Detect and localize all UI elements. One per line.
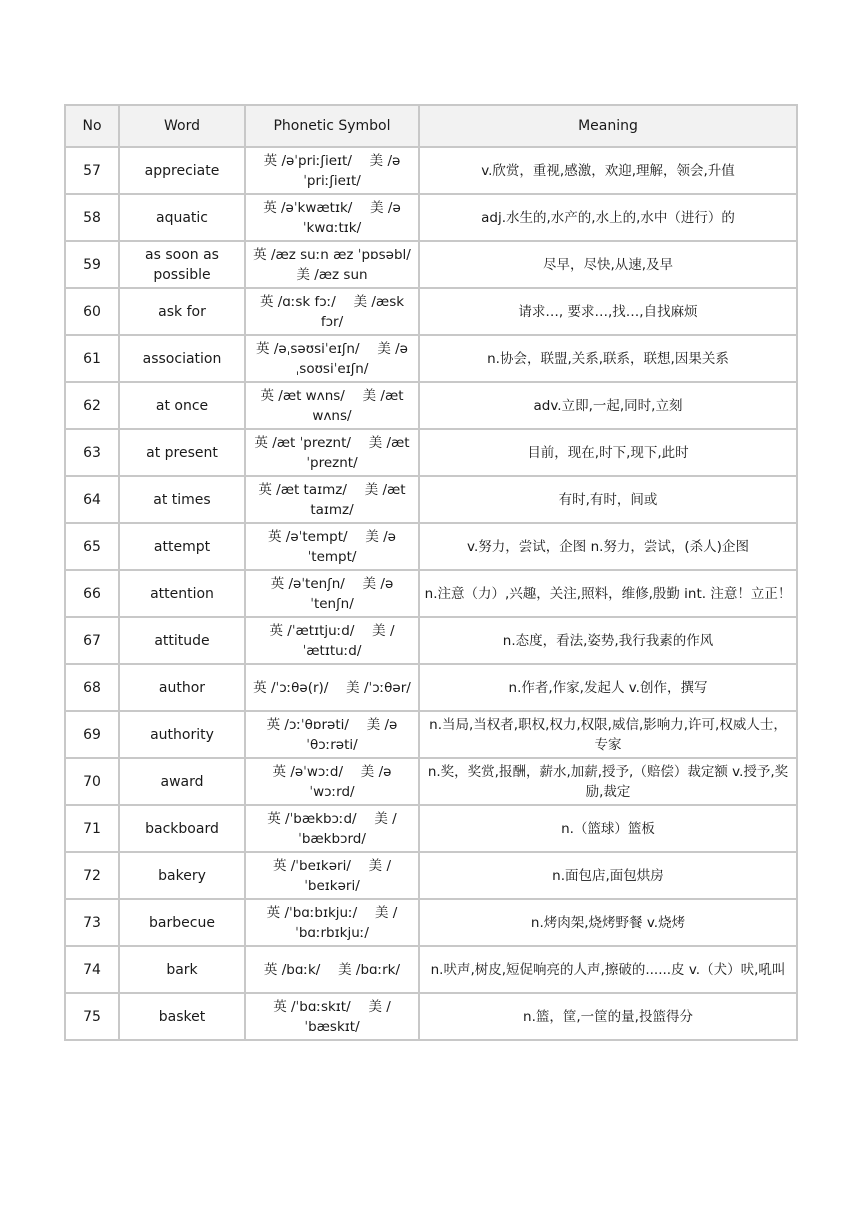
cell-meaning: n.吠声,树皮,短促响亮的人声,擦破的......皮 v.（犬）吠,吼叫 [419, 946, 797, 993]
table-row [65, 194, 797, 241]
cell-phonetic: 英 /əˈpriːʃieɪt/ 美 /əˈpriːʃieɪt/ [245, 147, 419, 194]
cell-word: at once [119, 382, 245, 429]
cell-meaning: n.协会，联盟,关系,联系，联想,因果关系 [419, 335, 797, 382]
table-row [65, 852, 797, 899]
table-row [65, 523, 797, 570]
cell-no: 65 [65, 523, 119, 570]
cell-phonetic: 英 /ɔːˈθɒrəti/ 美 /əˈθɔːrəti/ [245, 711, 419, 758]
table-row [65, 147, 797, 194]
table-header [65, 105, 797, 147]
table-row [65, 993, 797, 1040]
cell-phonetic: 英 /əˈwɔːd/ 美 /əˈwɔːrd/ [245, 758, 419, 805]
cell-meaning: n.面包店,面包烘房 [419, 852, 797, 899]
cell-meaning: adv.立即,一起,同时,立刻 [419, 382, 797, 429]
cell-phonetic: 英 /ˈɔːθə(r)/ 美 /ˈɔːθər/ [245, 664, 419, 711]
cell-phonetic: 英 /əˌsəʊsiˈeɪʃn/ 美 /əˌsoʊsiˈeɪʃn/ [245, 335, 419, 382]
table-row [65, 429, 797, 476]
cell-word: barbecue [119, 899, 245, 946]
table-row [65, 711, 797, 758]
cell-meaning: v.欣赏，重视,感激，欢迎,理解，领会,升值 [419, 147, 797, 194]
table-row [65, 241, 797, 288]
cell-word: attitude [119, 617, 245, 664]
cell-no: 69 [65, 711, 119, 758]
cell-meaning: n.篮，筐,一筐的量,投篮得分 [419, 993, 797, 1040]
cell-no: 74 [65, 946, 119, 993]
cell-meaning: n.烤肉架,烧烤野餐 v.烧烤 [419, 899, 797, 946]
table-row [65, 899, 797, 946]
cell-phonetic: 英 /æt taɪmz/ 美 /æt taɪmz/ [245, 476, 419, 523]
cell-meaning: n.当局,当权者,职权,权力,权限,威信,影响力,许可,权威人士，专家 [419, 711, 797, 758]
cell-no: 58 [65, 194, 119, 241]
table-row [65, 570, 797, 617]
cell-meaning: n.（篮球）篮板 [419, 805, 797, 852]
cell-word: at times [119, 476, 245, 523]
cell-phonetic: 英 /ˈbækbɔːd/ 美 /ˈbækbɔrd/ [245, 805, 419, 852]
cell-phonetic: 英 /æz suːn æz ˈpɒsəbl/ 美 /æz sun [245, 241, 419, 288]
table-row [65, 617, 797, 664]
header-row [65, 105, 797, 147]
cell-phonetic: 英 /əˈkwætɪk/ 美 /əˈkwɑːtɪk/ [245, 194, 419, 241]
cell-meaning: 尽早，尽快,从速,及早 [419, 241, 797, 288]
cell-meaning: n.奖，奖赏,报酬，薪水,加薪,授予,（赔偿）裁定额 v.授予,奖励,裁定 [419, 758, 797, 805]
cell-phonetic: 英 /ɑːsk fɔː/ 美 /æsk fɔr/ [245, 288, 419, 335]
header-word: Word [119, 105, 245, 147]
table-row [65, 335, 797, 382]
cell-no: 60 [65, 288, 119, 335]
cell-word: at present [119, 429, 245, 476]
cell-phonetic: 英 /ˈætɪtjuːd/ 美 /ˈætɪtuːd/ [245, 617, 419, 664]
cell-word: basket [119, 993, 245, 1040]
cell-phonetic: 英 /æt ˈpreznt/ 美 /æt ˈpreznt/ [245, 429, 419, 476]
cell-no: 73 [65, 899, 119, 946]
table-body [65, 147, 797, 1040]
cell-meaning: n.注意（力）,兴趣，关注,照料，维修,殷勤 int. 注意！立正！ [419, 570, 797, 617]
cell-word: bark [119, 946, 245, 993]
cell-no: 61 [65, 335, 119, 382]
cell-no: 70 [65, 758, 119, 805]
cell-word: ask for [119, 288, 245, 335]
cell-meaning: v.努力，尝试，企图 n.努力，尝试，(杀人)企图 [419, 523, 797, 570]
table-row [65, 288, 797, 335]
cell-no: 57 [65, 147, 119, 194]
cell-no: 59 [65, 241, 119, 288]
header-phonetic: Phonetic Symbol [245, 105, 419, 147]
cell-no: 63 [65, 429, 119, 476]
cell-phonetic: 英 /ˈbɑːskɪt/ 美 /ˈbæskɪt/ [245, 993, 419, 1040]
cell-meaning: 请求…, 要求…,找…,自找麻烦 [419, 288, 797, 335]
cell-word: author [119, 664, 245, 711]
cell-word: appreciate [119, 147, 245, 194]
cell-word: aquatic [119, 194, 245, 241]
table-row [65, 946, 797, 993]
cell-word: backboard [119, 805, 245, 852]
cell-no: 67 [65, 617, 119, 664]
cell-no: 68 [65, 664, 119, 711]
cell-no: 72 [65, 852, 119, 899]
cell-no: 62 [65, 382, 119, 429]
cell-phonetic: 英 /ˈbɑːbɪkjuː/ 美 /ˈbɑːrbɪkjuː/ [245, 899, 419, 946]
header-no: No [65, 105, 119, 147]
cell-word: attempt [119, 523, 245, 570]
cell-phonetic: 英 /ˈbeɪkəri/ 美 /ˈbeɪkəri/ [245, 852, 419, 899]
cell-phonetic: 英 /əˈtempt/ 美 /əˈtempt/ [245, 523, 419, 570]
vocabulary-table [64, 104, 798, 1041]
cell-phonetic: 英 /æt wʌns/ 美 /æt wʌns/ [245, 382, 419, 429]
cell-no: 71 [65, 805, 119, 852]
table-row [65, 758, 797, 805]
cell-word: award [119, 758, 245, 805]
table-row [65, 382, 797, 429]
cell-phonetic: 英 /bɑːk/ 美 /bɑːrk/ [245, 946, 419, 993]
table-row [65, 476, 797, 523]
cell-phonetic: 英 /əˈtenʃn/ 美 /əˈtenʃn/ [245, 570, 419, 617]
cell-no: 66 [65, 570, 119, 617]
cell-meaning: n.态度，看法,姿势,我行我素的作风 [419, 617, 797, 664]
cell-word: association [119, 335, 245, 382]
cell-meaning: 有时,有时，间或 [419, 476, 797, 523]
cell-meaning: n.作者,作家,发起人 v.创作，撰写 [419, 664, 797, 711]
table-row [65, 805, 797, 852]
cell-no: 75 [65, 993, 119, 1040]
cell-word: authority [119, 711, 245, 758]
cell-meaning: adj.水生的,水产的,水上的,水中（进行）的 [419, 194, 797, 241]
cell-word: as soon as possible [119, 241, 245, 288]
cell-no: 64 [65, 476, 119, 523]
cell-word: attention [119, 570, 245, 617]
table-row [65, 664, 797, 711]
cell-word: bakery [119, 852, 245, 899]
cell-meaning: 目前，现在,时下,现下,此时 [419, 429, 797, 476]
header-meaning: Meaning [419, 105, 797, 147]
